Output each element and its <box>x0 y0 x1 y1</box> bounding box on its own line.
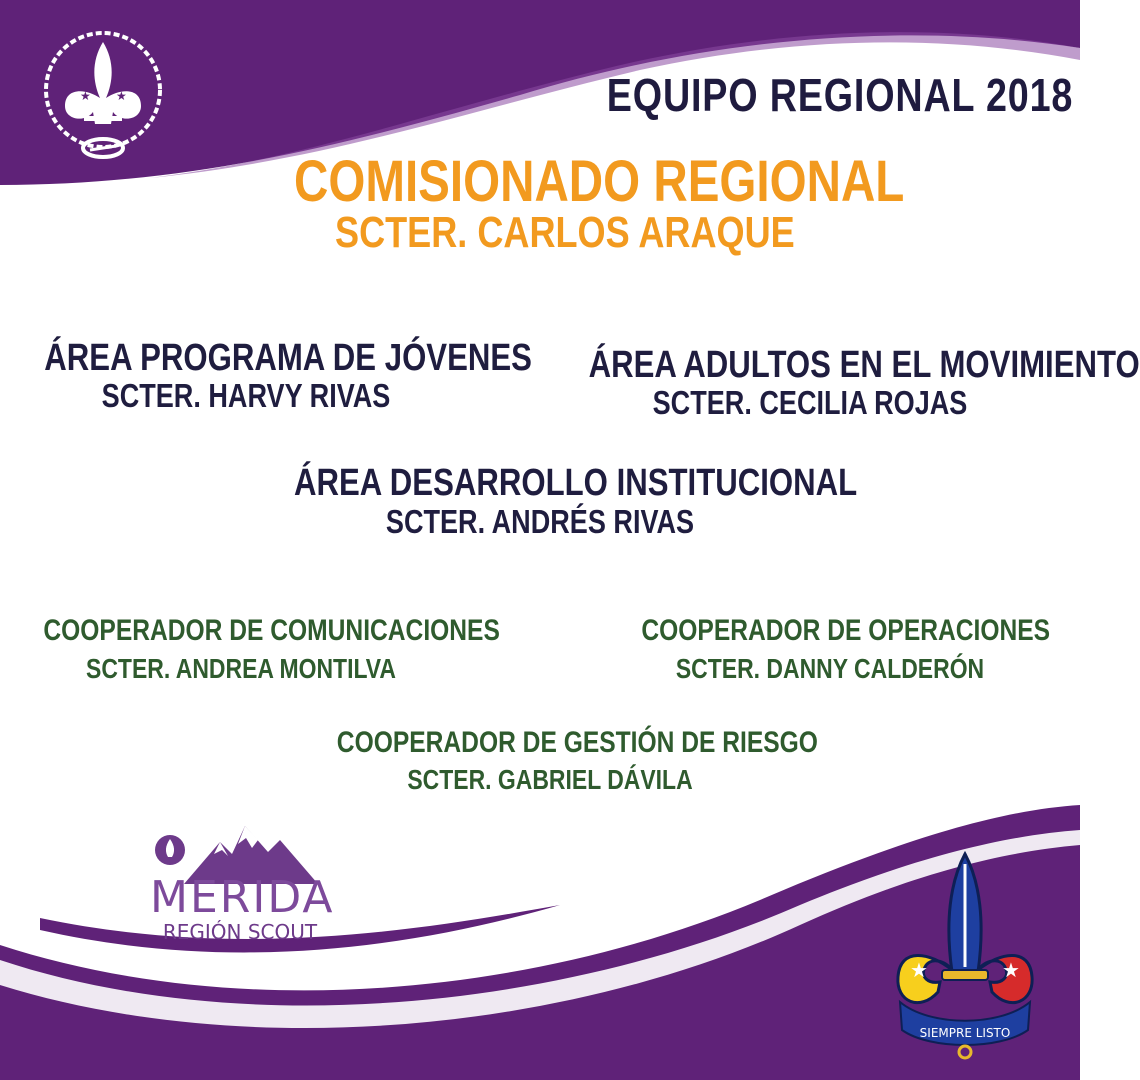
commissioner-role: COMISIONADO REGIONAL <box>294 149 905 214</box>
area-adults-name: SCTER. CECILIA ROJAS <box>652 384 968 421</box>
coop-risk-name: SCTER. GABRIEL DÁVILA <box>407 764 693 795</box>
coop-operations-role: COOPERADOR DE OPERACIONES <box>641 614 1051 647</box>
area-institutional-name: SCTER. ANDRÉS RIVAS <box>385 503 695 540</box>
area-adults-role: ÁREA ADULTOS EN EL MOVIMIENTO <box>588 344 1140 386</box>
area-institutional-role: ÁREA DESARROLLO INSTITUCIONAL <box>294 462 858 504</box>
svg-text:★: ★ <box>116 89 127 103</box>
svg-text:★: ★ <box>80 89 91 103</box>
svg-text:★: ★ <box>1002 958 1020 982</box>
commissioner-name: SCTER. CARLOS ARAQUE <box>335 208 795 257</box>
area-youth-name: SCTER. HARVY RIVAS <box>101 377 391 414</box>
emblem-motto: SIEMPRE LISTO <box>919 1026 1011 1040</box>
svg-text:★: ★ <box>910 958 928 982</box>
coop-communications-role: COOPERADOR DE COMUNICACIONES <box>43 614 500 647</box>
region-logo-subtitle: REGIÓN SCOUT <box>162 920 318 944</box>
coop-operations-name: SCTER. DANNY CALDERÓN <box>675 653 985 684</box>
coop-communications-name: SCTER. ANDREA MONTILVA <box>86 653 396 684</box>
region-logo-name: MERIDA <box>150 872 335 923</box>
coop-risk-role: COOPERADOR DE GESTIÓN DE RIESGO <box>336 726 818 759</box>
area-youth-role: ÁREA PROGRAMA DE JÓVENES <box>44 337 532 379</box>
header-title: EQUIPO REGIONAL 2018 <box>606 69 1074 121</box>
world-scout-emblem <box>40 28 170 168</box>
